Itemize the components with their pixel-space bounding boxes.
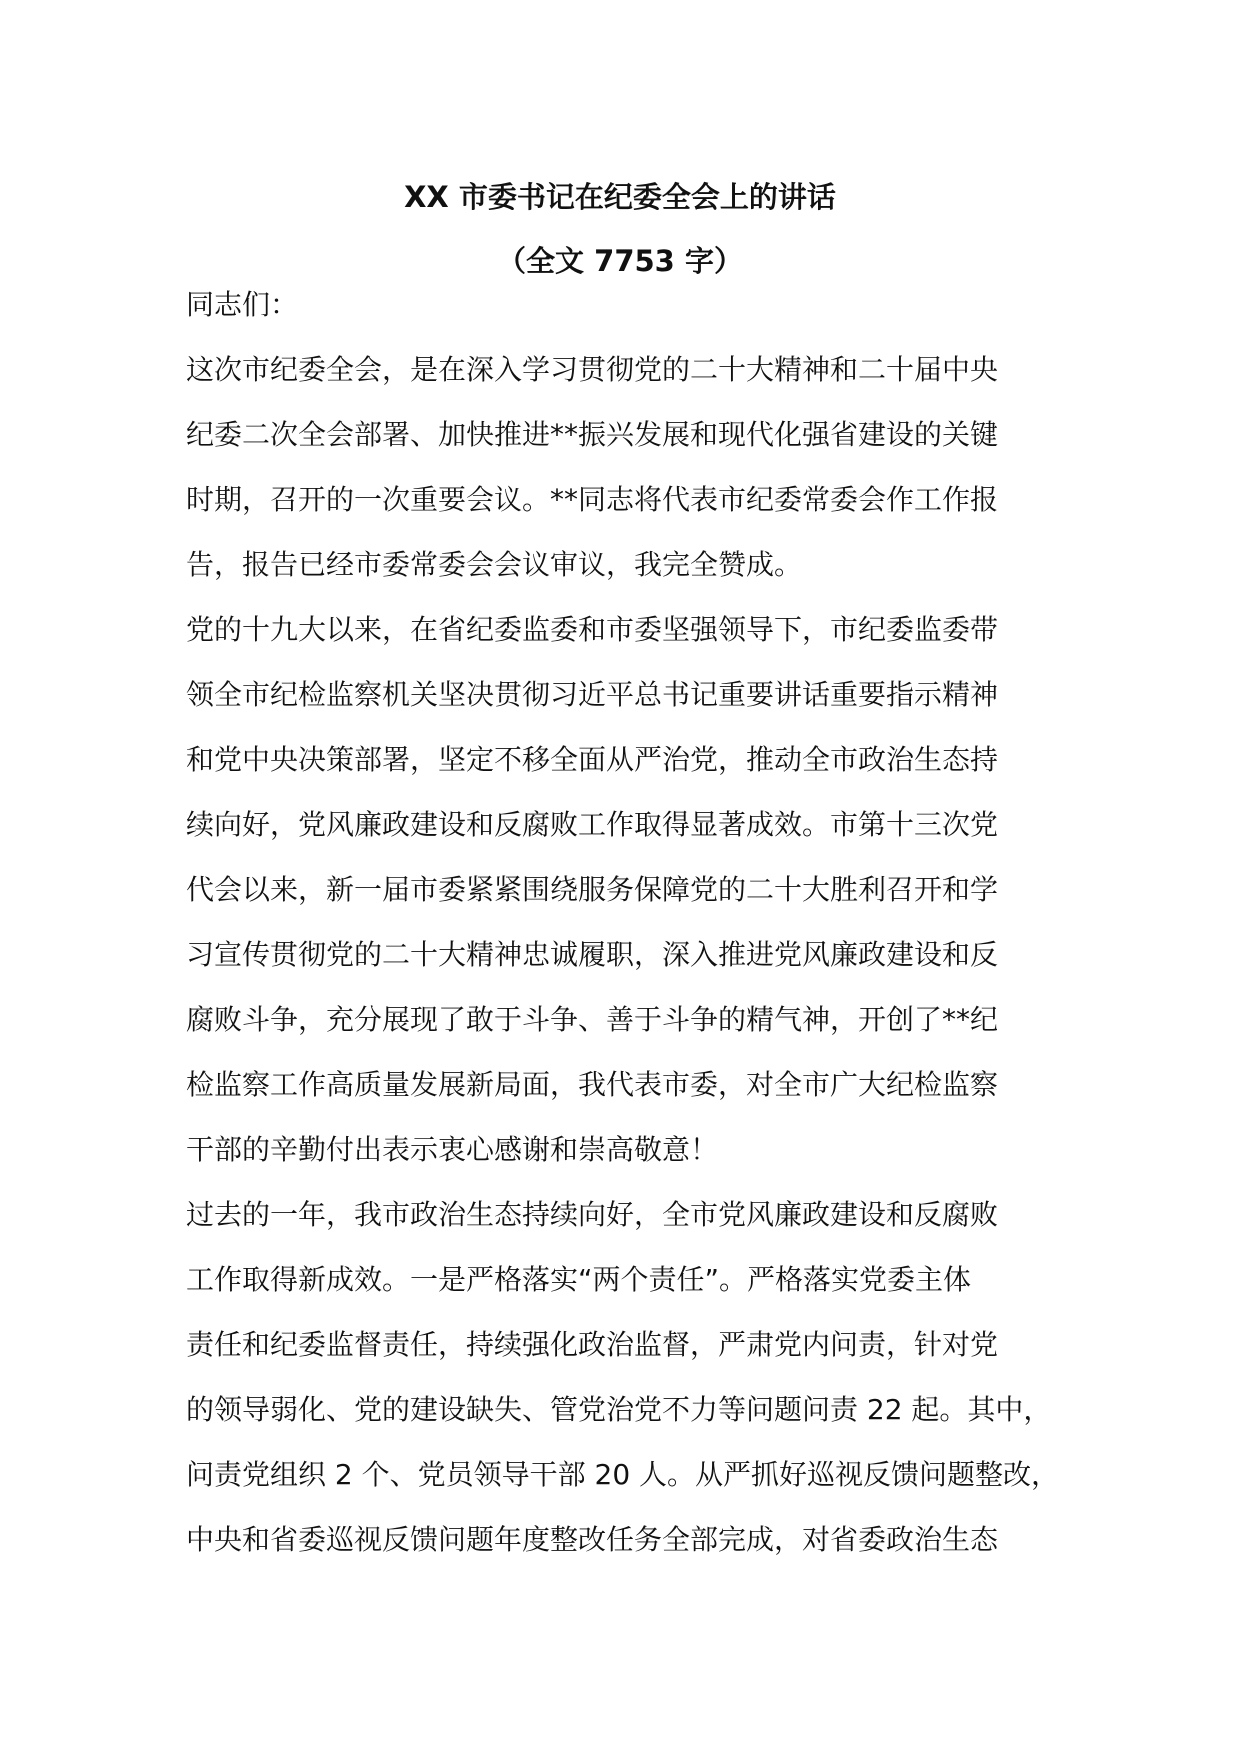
- body-line: 中央和省委巡视反馈问题年度整改任务全部完成，对省委政治生态: [186, 1523, 999, 1556]
- body-line: 工作取得新成效。一是严格落实“两个责任”。严格落实党委主体: [186, 1263, 972, 1296]
- body-line: 续向好，党风廉政建设和反腐败工作取得显著成效。市第十三次党: [186, 808, 999, 841]
- body-line: 时期，召开的一次重要会议。**同志将代表市纪委常委会作工作报: [186, 483, 999, 516]
- body-line: 过去的一年，我市政治生态持续向好，全市党风廉政建设和反腐败: [186, 1198, 999, 1231]
- body-line: 这次市纪委全会，是在深入学习贯彻党的二十大精神和二十届中央: [186, 353, 999, 386]
- body-line: 的领导弱化、党的建设缺失、管党治党不力等问题问责 22 起。其中，: [186, 1393, 1052, 1426]
- body-line: 习宣传贯彻党的二十大精神忠诚履职，深入推进党风廉政建设和反: [186, 938, 999, 971]
- body-line: 和党中央决策部署，坚定不移全面从严治党，推动全市政治生态持: [186, 743, 999, 776]
- body-line: 问责党组织 2 个、党员领导干部 20 人。从严抓好巡视反馈问题整改，: [186, 1458, 1060, 1491]
- document-title: XX 市委书记在纪委全会上的讲话: [404, 180, 836, 214]
- salutation-line: 同志们：: [186, 288, 299, 321]
- body-line: 代会以来，新一届市委紧紧围绕服务保障党的二十大胜利召开和学: [186, 873, 999, 906]
- document-body: [186, 272, 1066, 1572]
- document-subtitle: （全文 7753 字）: [497, 244, 743, 278]
- body-line: 党的十九大以来，在省纪委监委和市委坚强领导下，市纪委监委带: [186, 613, 999, 646]
- body-line: 责任和纪委监督责任，持续强化政治监督，严肃党内问责，针对党: [186, 1328, 999, 1361]
- body-line: 纪委二次全会部署、加快推进**振兴发展和现代化强省建设的关键: [186, 418, 999, 451]
- body-line: 干部的辛勤付出表示衷心感谢和崇高敬意！: [186, 1133, 719, 1166]
- body-line: 腐败斗争，充分展现了敢于斗争、善于斗争的精气神，开创了**纪: [186, 1003, 999, 1036]
- body-line: 检监察工作高质量发展新局面，我代表市委，对全市广大纪检监察: [186, 1068, 999, 1101]
- body-line: 告，报告已经市委常委会会议审议，我完全赞成。: [186, 548, 803, 581]
- body-line: 领全市纪检监察机关坚决贯彻习近平总书记重要讲话重要指示精神: [186, 678, 999, 711]
